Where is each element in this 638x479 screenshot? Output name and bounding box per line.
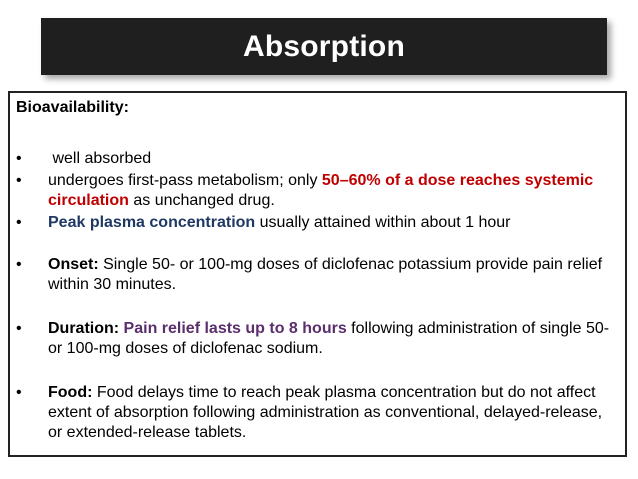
slide-title-bar [41,18,607,75]
bullet-icon: • [16,172,22,189]
item-text [48,213,612,233]
item-label: Duration: [48,320,120,337]
item-text: well absorbed [48,150,152,167]
list-item [16,213,612,233]
item-text [48,255,612,295]
bullet-icon: • [16,384,22,401]
list-item [16,319,612,359]
item-text-body: Single 50- or 100-mg doses of diclofenac potassium provide pain relief within 30 minutes. [48,256,603,293]
list-item [16,171,612,211]
item-highlight: Pain relief lasts up to 8 hours [119,320,347,337]
bullet-icon: • [16,214,22,231]
item-text [48,319,612,359]
bullet-icon: • [16,150,22,167]
item-text-post: as unchanged drug. [128,192,275,209]
bullet-icon: • [16,256,22,273]
list-item [16,149,612,169]
item-highlight: 50–60% of a dose reaches systemic circulation [48,172,594,209]
item-text [48,383,612,443]
item-label: Food: [48,384,93,401]
item-text [48,171,612,211]
list-item [16,255,612,295]
content-box [8,91,627,457]
item-text-pre: undergoes first-pass metabolism; only [48,172,322,189]
item-text-post: usually attained within about 1 hour [255,214,511,231]
item-text-body: Food delays time to reach peak plasma concentration but do not affect extent of absorption following administration as conventional, delayed-release, or extended-release tablets. [48,384,603,441]
section-label: Bioavailability: [16,99,129,116]
bullet-icon: • [16,320,22,337]
item-highlight: Peak plasma concentration [48,214,256,231]
slide-title: Absorption [243,29,405,63]
item-label: Onset: [48,256,99,273]
item-text-post: following administration of single 50- or 100-mg doses of diclofenac sodium. [48,320,610,357]
list-item [16,383,612,443]
